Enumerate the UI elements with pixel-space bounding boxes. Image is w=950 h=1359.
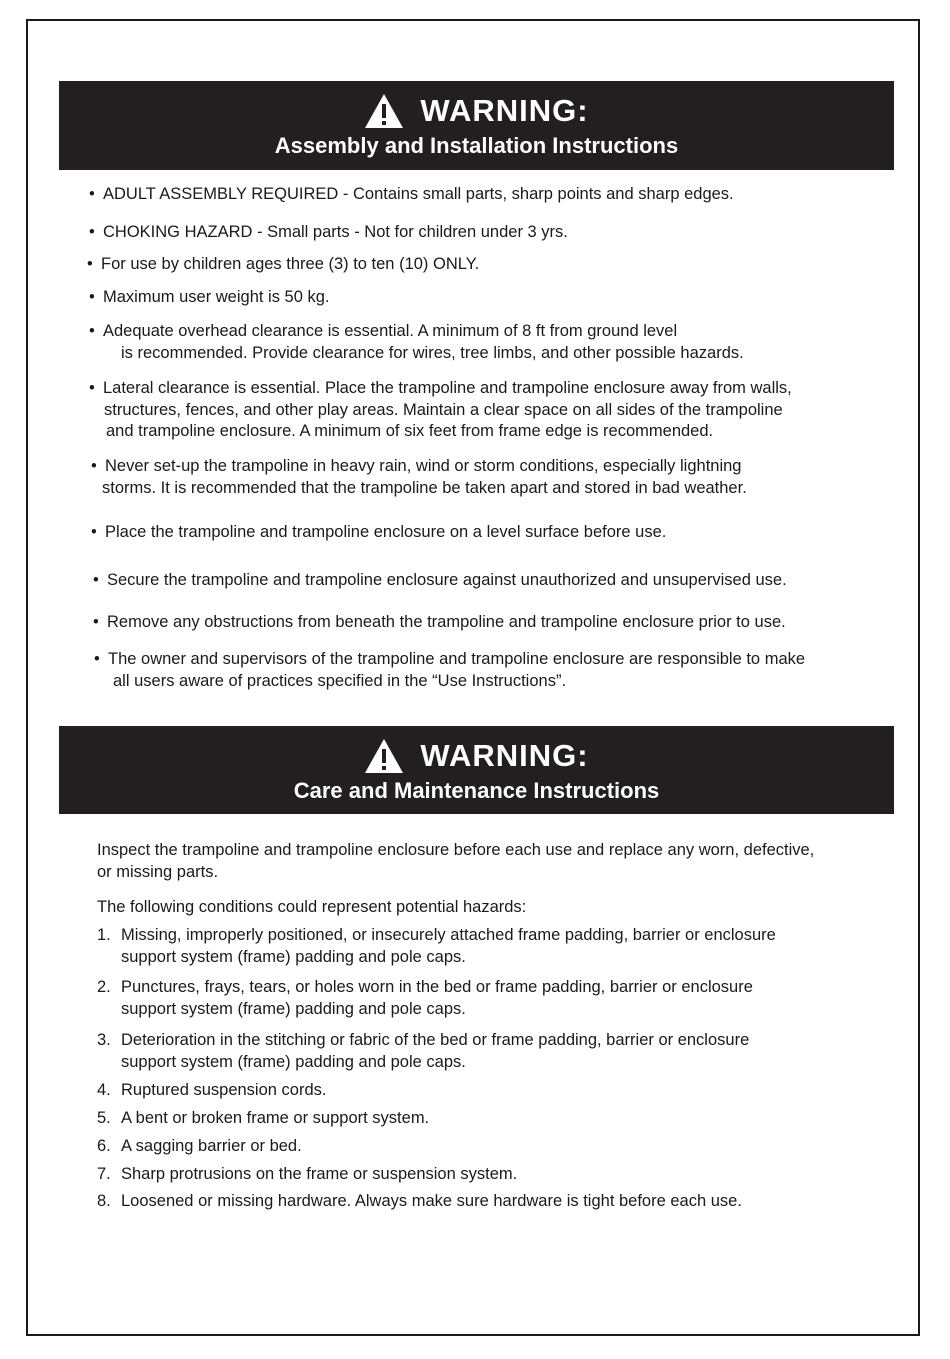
banner-title: WARNING: <box>420 738 589 773</box>
list-item <box>97 1136 302 1158</box>
bullet-dot: • <box>93 571 99 589</box>
banner-subtitle: Assembly and Installation Instructions <box>274 133 679 158</box>
bullet-item <box>89 287 330 309</box>
bullet-text-continued: and trampoline enclosure. A minimum of six feet from frame edge is recommended. <box>106 422 714 440</box>
list-number: 5. <box>97 1109 111 1127</box>
bullet-item <box>91 456 747 499</box>
bullet-text: Place the trampoline and trampoline enclosure on a level surface before use. <box>105 523 667 541</box>
list-text-continued: support system (frame) padding and pole caps. <box>121 1052 466 1071</box>
warning-triangle-icon <box>364 93 404 129</box>
bullet-dot: • <box>89 379 95 397</box>
banner-subtitle: Care and Maintenance Instructions <box>293 778 660 803</box>
bullet-text: Never set-up the trampoline in heavy rain, wind or storm conditions, especially lightning <box>105 457 742 475</box>
bullet-item <box>91 522 666 544</box>
bullet-text: Maximum user weight is 50 kg. <box>103 288 330 306</box>
bullet-text: Secure the trampoline and trampoline enclosure against unauthorized and unsupervised use. <box>107 571 787 589</box>
paragraph-line: or missing parts. <box>97 862 219 881</box>
list-text-continued: support system (frame) padding and pole caps. <box>121 947 466 966</box>
list-number: 8. <box>97 1192 111 1210</box>
banner-title-row <box>59 735 894 777</box>
bullet-text: The owner and supervisors of the trampoline and trampoline enclosure are responsible to make <box>108 650 806 668</box>
bullet-dot: • <box>89 223 95 241</box>
bullet-item <box>93 570 787 592</box>
bullet-item <box>89 378 792 443</box>
bullet-text: ADULT ASSEMBLY REQUIRED - Contains small parts, sharp points and sharp edges. <box>103 185 734 203</box>
bullet-dot: • <box>89 288 95 306</box>
list-item <box>97 977 753 1020</box>
list-text: Deterioration in the stitching or fabric of the bed or frame padding, barrier or enclosure <box>121 1031 750 1049</box>
bullet-dot: • <box>94 650 100 668</box>
bullet-dot: • <box>89 322 95 340</box>
list-item <box>97 1164 517 1186</box>
bullet-text: Remove any obstructions from beneath the trampoline and trampoline enclosure prior to use. <box>107 613 786 631</box>
list-text: A bent or broken frame or support system. <box>121 1109 430 1127</box>
conditions-heading: The following conditions could represent potential hazards: <box>97 898 527 916</box>
bullet-text-continued: structures, fences, and other play areas. Maintain a clear space on all sides of the trampoline <box>104 400 783 419</box>
bullet-dot: • <box>91 523 97 541</box>
bullet-item <box>93 612 786 634</box>
list-text-continued: support system (frame) padding and pole caps. <box>121 999 466 1018</box>
list-text: A sagging barrier or bed. <box>121 1137 302 1155</box>
bullet-dot: • <box>89 185 95 203</box>
list-item <box>97 1030 749 1073</box>
paragraph-line: Inspect the trampoline and trampoline enclosure before each use and replace any worn, defective, <box>97 841 815 859</box>
warning-triangle-icon <box>364 738 404 774</box>
list-text: Missing, improperly positioned, or insecurely attached frame padding, barrier or enclosure <box>121 926 776 944</box>
bullet-item <box>94 649 805 692</box>
list-text: Sharp protrusions on the frame or suspension system. <box>121 1165 518 1183</box>
bullet-item <box>89 321 744 364</box>
warning-banner-care <box>59 726 894 814</box>
bullet-text-continued: storms. It is recommended that the trampoline be taken apart and stored in bad weather. <box>102 478 747 497</box>
bullet-item <box>87 254 479 276</box>
bullet-item <box>89 222 568 244</box>
list-item <box>97 1080 326 1102</box>
list-text: Punctures, frays, tears, or holes worn in the bed or frame padding, barrier or enclosure <box>121 978 753 996</box>
list-item <box>97 925 776 968</box>
bullet-text: For use by children ages three (3) to ten (10) ONLY. <box>101 255 480 273</box>
list-text: Ruptured suspension cords. <box>121 1081 327 1099</box>
bullet-text-continued: is recommended. Provide clearance for wires, tree limbs, and other possible hazards. <box>121 343 744 362</box>
inspect-paragraph <box>97 840 814 883</box>
banner-title-row <box>59 90 894 132</box>
bullet-text-continued: all users aware of practices specified in the “Use Instructions”. <box>113 671 567 690</box>
bullet-dot: • <box>87 255 93 273</box>
list-number: 3. <box>97 1031 111 1049</box>
list-number: 2. <box>97 978 111 996</box>
bullet-item <box>89 184 734 206</box>
list-number: 6. <box>97 1137 111 1155</box>
list-item <box>97 1191 742 1213</box>
list-number: 7. <box>97 1165 111 1183</box>
banner-title: WARNING: <box>420 93 589 128</box>
bullet-dot: • <box>93 613 99 631</box>
bullet-dot: • <box>91 457 97 475</box>
list-number: 1. <box>97 926 111 944</box>
bullet-text: Lateral clearance is essential. Place the trampoline and trampoline enclosure away from walls, <box>103 379 792 397</box>
list-text: Loosened or missing hardware. Always make sure hardware is tight before each use. <box>121 1192 742 1210</box>
bullet-text: CHOKING HAZARD - Small parts - Not for children under 3 yrs. <box>103 223 568 241</box>
bullet-text: Adequate overhead clearance is essential. A minimum of 8 ft from ground level <box>103 322 678 340</box>
list-item <box>97 1108 429 1130</box>
list-number: 4. <box>97 1081 111 1099</box>
warning-banner-assembly <box>59 81 894 170</box>
